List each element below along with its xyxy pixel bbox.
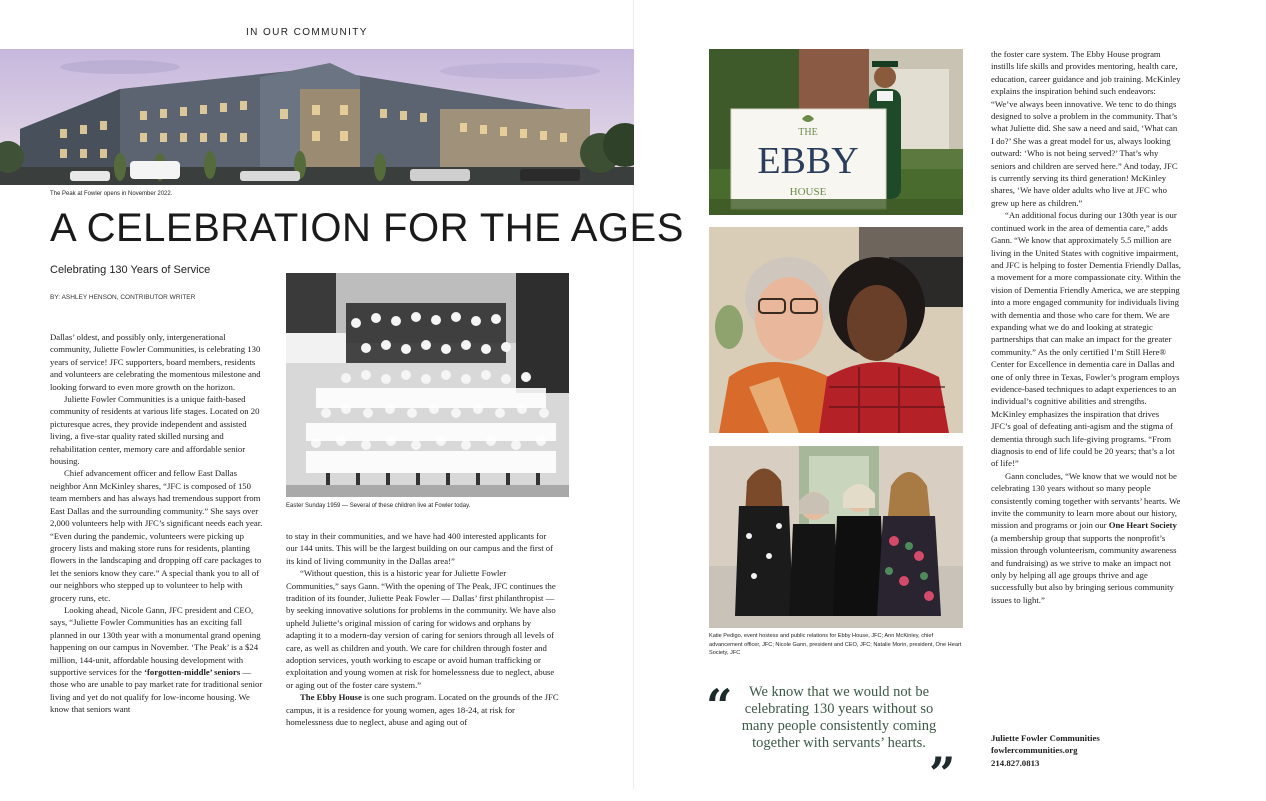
phone-number: 214.827.0813 xyxy=(991,757,1040,768)
website-link[interactable]: fowlercommunities.org xyxy=(991,745,1078,756)
ebby-house-graduate-photo xyxy=(709,49,963,215)
org-name: Juliette Fowler Communities xyxy=(991,733,1100,743)
paragraph: “Without question, this is a historic year for Juliette Fowler Communities,” says Gann. “With the opening of The Peak, JFC continues the tradition of its founder, Juliette Peak Fowler — Dallas’ first philanthropist — by seeking innovative solutions for problems in the community. We have also upheld Juliette’s original mission of caring for widows and orphans by adapting it to a modern-day version of caring for seniors through all levels of care, as well as children and youth. We care for children through foster and adoption services, youth working to escape or avoid human trafficking or exploitation and young women at risk for homelessness due to neglect, abuse or aging out of the foster care system.” xyxy=(286,568,556,690)
paragraph: Gann concludes, “We know that we would not be celebrating 130 years without so many people consistently coming together with servants’ hearts. We invite the community to learn more about our history, mission and programs or join our One Heart Society (a membership group that supports the nonprofit’s mission through volunteerism, community awareness and fundraising) as we strive to make an impact not only by helping all age groups thrive and age successfully but also by bringing serious community issues to light.” xyxy=(991,470,1181,605)
historic-group-photo xyxy=(286,273,569,497)
paragraph: Dallas’ oldest, and possibly only, intergenerational community, Juliette Fowler Communities, is celebrating 130 years of service! JFC supporters, board members, residents and volunteers are celebrating the momentous milestone and looking forward to even more growth on the horizon. xyxy=(50,332,261,392)
group-photo-caption: Katie Pedigo, event hostess and public relations for Ebby House, JFC; Ann McKinley, chief advancement officer, JFC; Nicole Gann, president and CEO, JFC; Natalie Morin, president, One Heart Society, JFC xyxy=(709,633,962,657)
paragraph: Looking ahead, Nicole Gann, JFC president and CEO, says, “Juliette Fowler Communities has an exciting fall planned in our 130th year with a monumental grand opening happening on our campus in November. ‘The Peak’ is a $24 million, 144-unit, affordable housing development with supportive services for the ‘forgotten-middle’ seniors — those who are unable to pay market rate for traditional senior living and yet do not qualify for low-income housing. We know that seniors want xyxy=(50,604,263,715)
article-subhead: Celebrating 130 Years of Service xyxy=(50,264,211,276)
section-label: IN OUR COMMUNITY xyxy=(246,27,368,38)
pull-quote: We know that we would not be celebrating 130 years without so many people consistently coming together with servants’ hearts. xyxy=(741,684,937,751)
sign-brand-text: THE xyxy=(798,127,818,138)
article-byline: BY: ASHLEY HENSON, CONTRIBUTOR WRITER xyxy=(50,294,196,301)
paragraph: Juliette Fowler Communities is a unique faith-based community of residents at various life stages. Located on 20 picturesque acres, they provide independent and assisted living, a five-star quality rated skilled nursing and rehabilitation center, memory care and affordable senior housing. xyxy=(50,394,260,467)
article-column-3 xyxy=(991,48,1181,606)
sign-name-text: EBBY xyxy=(757,140,859,182)
four-women-group-photo xyxy=(709,446,963,628)
paragraph: Chief advancement officer and fellow East Dallas neighbor Ann McKinley shares, “JFC is composed of 150 team members and has always had tremendous support from East Dallas and the surrounding community.” She says over 2,000 volunteers help with JFC’s significant needs each year. “Even during the pandemic, volunteers were picking up grocery lists and making store runs for residents, planting flowers in the landscaping and dropping off care packages to let the seniors know they care.” A special thank you to all of our neighbors who stepped up to volunteer to help with grocery runs, etc. xyxy=(50,468,263,603)
paragraph: “An additional focus during our 130th year is our continued work in the area of dementia care,” adds Gann. “We know that approximately 5.5 million are living in the United States with cognitive impairment, and JFC is helping to foster Dementia Friendly Dallas, a movement for a more compassionate city. Within the vision of Dementia Friendly America, we are stepping into a more engaged community for individuals living with dementia and those who care for them. We are expanding what we do and looking at strategic partnerships that can make an impact for the greater community.” As the only certified I’m Still Here® Center for Excellence in dementia care in Dallas and one of only three in Texas, Fowler’s program employs evidence-based techniques to adapt experiences to an individual’s cognitive abilities and strengths. McKinley emphasizes the inspiration that drives JFC’s goal of defeating anti-agism and the stigma of dementia through such life-giving programs. “From diagnosis to end of life could be 20 years; that’s a lot of life!” xyxy=(991,210,1181,469)
contact-signoff xyxy=(991,732,1100,769)
hero-photo-caption: The Peak at Fowler opens in November 2022. xyxy=(50,191,173,197)
article-column-1 xyxy=(50,331,263,716)
two-women-photo xyxy=(709,227,963,433)
close-quote-icon: ” xyxy=(929,747,956,801)
article-headline: A CELEBRATION FOR THE AGES xyxy=(50,206,684,250)
paragraph: The Ebby House is one such program. Located on the grounds of the JFC campus, it is a residence for young women, ages 18-24, at risk for homelessness due to neglect, abuse and aging out of xyxy=(286,692,559,728)
open-quote-icon: “ xyxy=(706,679,733,733)
hero-building-photo xyxy=(0,49,634,185)
paragraph: to stay in their communities, and we have had 400 interested applicants for our 144 units. This will be the largest building on our campus and the first of its kind of living community in the Dallas area!” xyxy=(286,531,554,566)
paragraph: the foster care system. The Ebby House program instills life skills and provides mentoring, health care, education, career guidance and job training. McKinley explains the inspiration behind such endeavors: “We’ve always been innovative. We tenc to do things designed to solve a problem in the community. That’s what Juliette did. She saw a need and said, ‘What can I do?’ She was a great model for us, always looking outward: ‘Who is not being served?’ That’s why seniors and children are served here.” And today, JFC is currently serving its third generation! McKinley shares, ‘We have older adults who live at JFC who grew up here as children.” xyxy=(991,49,1181,208)
article-column-2 xyxy=(286,530,560,729)
sign-sub-text: HOUSE xyxy=(789,186,827,198)
historic-photo-caption: Easter Sunday 1959 — Several of these children live at Fowler today. xyxy=(286,503,471,509)
